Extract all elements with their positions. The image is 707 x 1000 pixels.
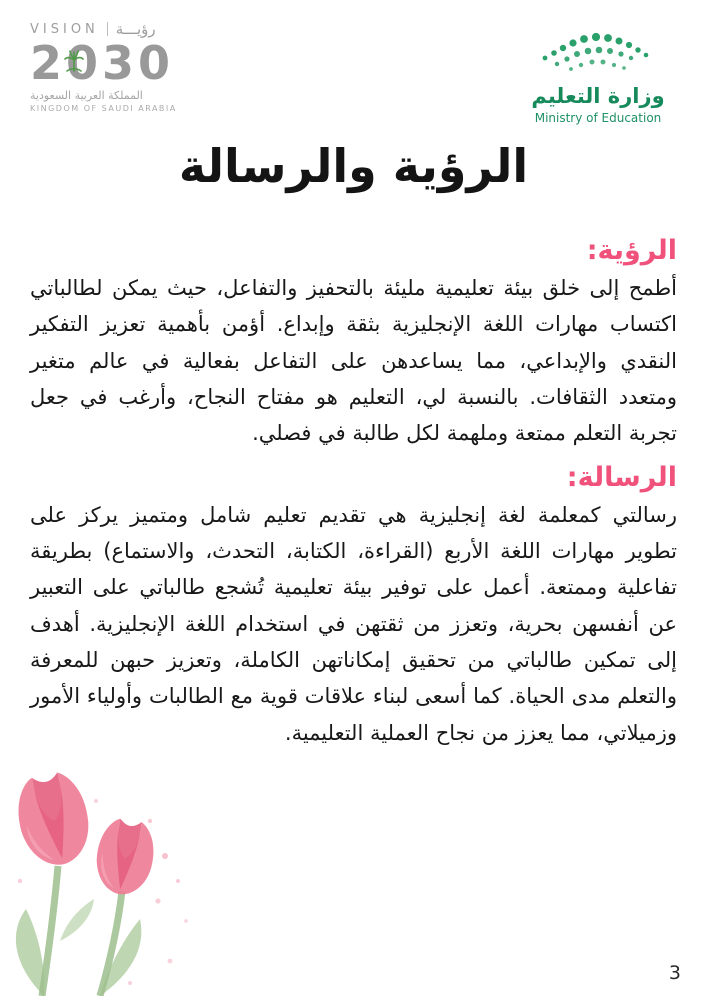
vision-section-heading: الرؤية: [586,235,677,266]
page-content [0,235,707,751]
ministry-dots-icon [535,24,661,80]
ministry-name-ar: وزارة التعليم [531,84,665,108]
page-title: الرؤية والرسالة [178,139,529,193]
kingdom-name-en: KINGDOM OF SAUDI ARABIA [30,104,177,113]
tulip-illustration [0,761,200,1000]
vision-section-body: أطمح إلى خلق بيئة تعليمية مليئة بالتحفيز والتفاعل، حيث يمكن لطالباتي اكتساب مهارات اللغة الإنجليزية بثقة وإبداع. أؤمن بأهمية تعزيز التفكير النقدي والإبداعي، مما يساعدهن على التفاعل بفعالية في عالم متغير ومتعدد الثقافات. بالنسبة لي، التعليم هو مفتاح النجاح، وأرغب في جعل تجربة التعلم ممتعة وملهمة لكل طالبة في فصلي. [30,276,677,446]
mission-section [30,462,677,751]
kingdom-name-ar: المملكة العربية السعودية [30,89,143,102]
vision-section [30,235,677,452]
ministry-name-en: Ministry of Education [534,111,662,125]
vision-en-label: VISION [30,21,99,37]
mission-section-body: رسالتي كمعلمة لغة إنجليزية هي تقديم تعليم شامل ومتميز يركز على تطوير مهارات اللغة الأربع (القراءة، الكتابة، التحدث، والاستماع) بطريقة تفاعلية وممتعة. أعمل على توفير بيئة تعليمية تُشجع طالباتي على التعبير عن أنفسهن بحرية، وتعزز من ثقتهن في استخدام اللغة الإنجليزية. أهدف إلى تمكين طالباتي من تحقيق إمكاناتهن الكاملة، وتعزيز حبهن للمعرفة والتعلم مدى الحياة. كما أسعى لبناء علاقات قوية مع الطالبات وأولياء الأمور وزميلاتي، مما يعزز من نجاح العملية التعليمية. [30,502,677,745]
vision-ar-label: رؤيـــة [115,20,156,38]
vision-2030-logo [30,20,200,113]
logo-divider [107,22,108,36]
ministry-of-education-logo [523,20,673,125]
saudi-emblem-icon [63,49,85,79]
year-2030-text: 2030 [30,36,175,90]
mission-section-heading: الرسالة: [566,461,677,493]
vision-2030-year [30,36,200,90]
page-header [0,0,707,125]
page-number: 3 [668,962,681,984]
